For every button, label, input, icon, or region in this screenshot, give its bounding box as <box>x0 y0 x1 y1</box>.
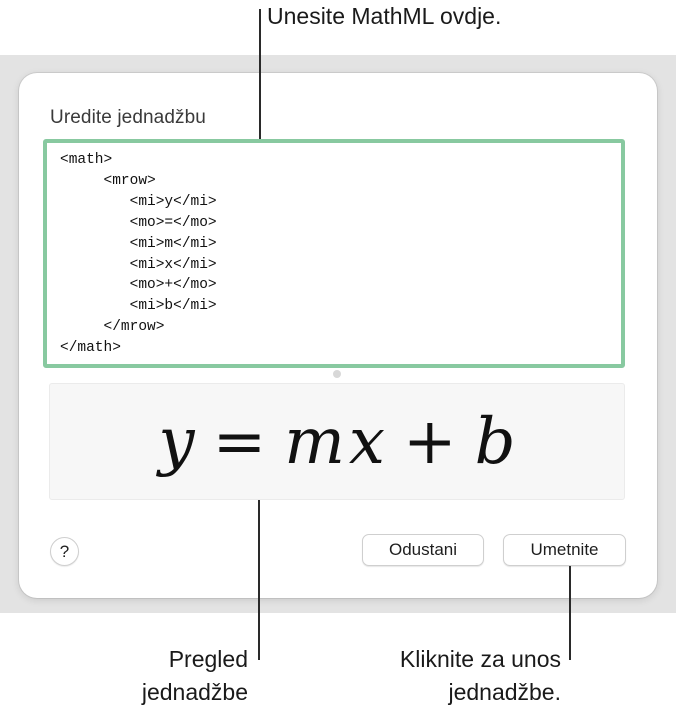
callout-leader-editor <box>259 9 261 139</box>
callout-insert-line: Kliknite za unos <box>399 646 561 672</box>
preview-var-b: b <box>474 404 516 479</box>
code-line: <mo>+</mo> <box>60 277 217 294</box>
mathml-editor[interactable] <box>43 139 625 368</box>
callout-leader-insert <box>569 566 571 660</box>
code-line: <mo>=</mo> <box>60 214 217 231</box>
callout-preview <box>142 643 248 709</box>
callout-insert <box>400 643 561 709</box>
preview-equals: = <box>212 404 267 479</box>
code-line: <mrow> <box>60 172 156 189</box>
preview-equation <box>50 384 624 499</box>
resize-handle[interactable] <box>333 370 341 378</box>
preview-plus: + <box>402 404 457 479</box>
code-line: <mi>x</mi> <box>60 256 217 273</box>
code-line: <mi>m</mi> <box>60 235 217 252</box>
preview-var-y: y <box>158 404 195 479</box>
preview-var-m: m <box>284 404 345 479</box>
callout-preview-line: jednadžbe <box>141 679 248 705</box>
help-button[interactable] <box>50 537 79 566</box>
help-icon: ? <box>59 541 70 561</box>
code-line: <math> <box>60 152 113 168</box>
insert-button[interactable]: Umetnite <box>503 534 626 566</box>
code-line: </mrow> <box>60 319 165 336</box>
dialog-title: Uredite jednadžbu <box>50 107 206 128</box>
equation-preview <box>49 383 625 500</box>
code-line: <mi>b</mi> <box>60 298 217 315</box>
code-line: <mi>y</mi> <box>60 193 217 210</box>
callout-leader-preview <box>258 500 260 660</box>
callout-insert-line: jednadžbe. <box>448 679 561 705</box>
preview-var-x: x <box>348 404 385 479</box>
callout-editor: Unesite MathML ovdje. <box>267 3 502 29</box>
cancel-button[interactable]: Odustani <box>362 534 484 566</box>
callout-preview-line: Pregled <box>168 646 248 672</box>
code-line: </math> <box>60 340 121 357</box>
